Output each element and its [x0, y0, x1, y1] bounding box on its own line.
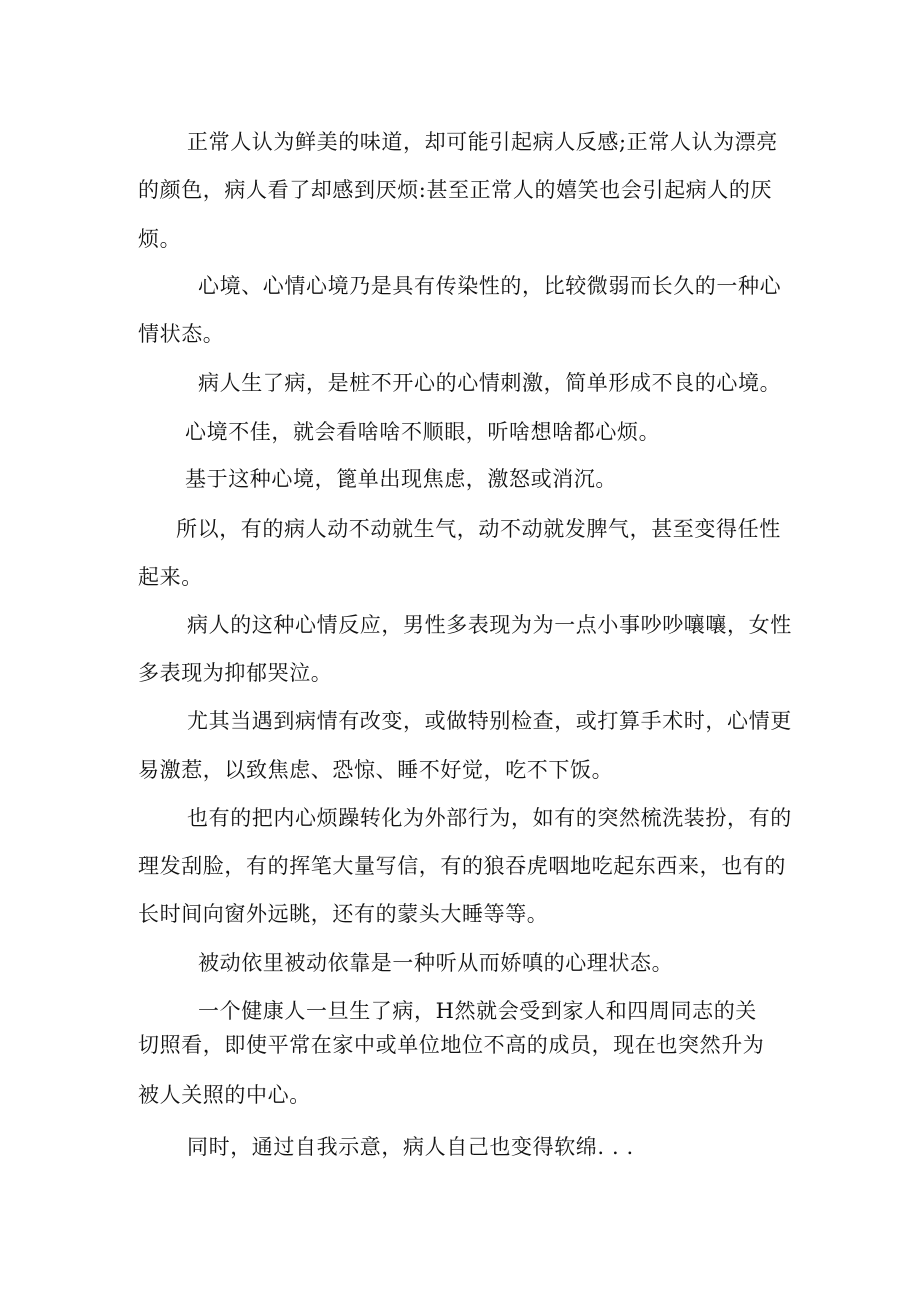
paragraph-line: 一个健康人一旦生了病，H然就会受到家人和四周同志的关	[198, 999, 757, 1023]
paragraph-line: 的颜色，病人看了却感到厌烦:甚至正常人的嬉笑也会引起病人的厌	[138, 178, 773, 202]
paragraph-line: 长时间向窗外远眺，还有的蒙头大睡等等。	[138, 902, 549, 926]
paragraph-line: 心境、心情心境乃是具有传染性的，比较微弱而长久的一种心	[198, 274, 782, 298]
paragraph-line: 切照看，即使平常在家中或单位地位不高的成员，现在也突然升为	[138, 1033, 765, 1057]
paragraph-line: 基于这种心境，篦单出现焦虑，激怒或消沉。	[185, 467, 617, 491]
paragraph-line: 情状态。	[138, 322, 225, 346]
paragraph-line: 病人生了病，是桩不开心的心情刺激，简单形成不良的心境。	[198, 371, 782, 395]
paragraph-line: 心境不佳，就会看啥啥不顺眼，听啥想啥都心烦。	[185, 420, 661, 444]
paragraph-line: 被人关照的中心。	[138, 1083, 311, 1107]
paragraph-line: 也有的把内心烦躁转化为外部行为，如有的突然梳洗装扮，有的	[187, 806, 792, 830]
paragraph-line: 易激惹，以致焦虑、恐惊、睡不好觉，吃不下饭。	[138, 758, 614, 782]
paragraph-line: 被动依里被动依靠是一种听从而娇嗔的心理状态。	[198, 951, 674, 975]
paragraph-line: 理发刮脸，有的挥笔大量写信，有的狼吞虎咽地吃起东西来，也有的	[138, 854, 786, 878]
paragraph-line: 病人的这种心情反应，男性多表现为为一点小事吵吵嚷嚷，女性	[187, 613, 792, 637]
paragraph-line: 同时，通过自我示意，病人自己也变得软绵. . .	[187, 1135, 634, 1159]
paragraph-line: 正常人认为鲜美的味道，却可能引起病人反感;正常人认为漂亮	[187, 130, 778, 154]
paragraph-line: 多表现为抑郁哭泣。	[138, 661, 333, 685]
paragraph-line: 起来。	[138, 565, 203, 589]
paragraph-line: 尤其当遇到病情有改变，或做特别检查，或打算手术时，心情更	[187, 709, 792, 733]
paragraph-line: 所以，有的病人动不动就生气，动不动就发脾气，甚至变得任性	[176, 517, 781, 541]
paragraph-line: 烦。	[138, 227, 182, 251]
